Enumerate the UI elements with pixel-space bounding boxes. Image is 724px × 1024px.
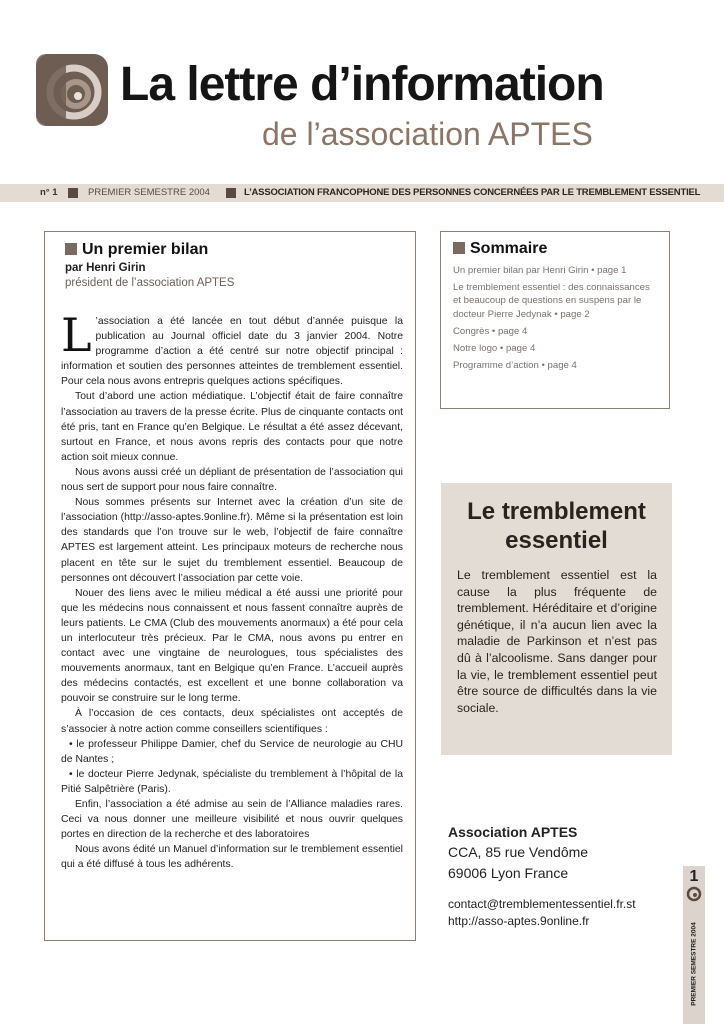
article-heading bbox=[65, 240, 208, 260]
contact-address-line: 69006 Lyon France bbox=[448, 865, 569, 881]
article-author-role: président de l’association APTES bbox=[65, 277, 235, 289]
contact-block bbox=[448, 822, 688, 930]
article-paragraph: Tout d’abord une action médiatique. L’objectif était de faire connaître l’association au travers de la presse écrite. Plus de cinquante contacts ont été pris, tant en France qu’en Belgique. Le résultat a été assez décevant, surtout en France, et nous avons repris des contacts pour que notre action soit mieux connue. bbox=[61, 391, 403, 463]
masthead-title: La lettre d’information bbox=[120, 58, 604, 111]
contact-email-link[interactable]: contact@tremblementessentiel.fr.st bbox=[448, 897, 636, 911]
article-box bbox=[44, 231, 416, 941]
toc-list bbox=[453, 264, 659, 376]
square-bullet-icon bbox=[226, 188, 236, 198]
margin-semester-text: PREMIER SEMESTRE 2004 bbox=[690, 922, 698, 1006]
toc-title: Sommaire bbox=[470, 240, 548, 257]
issue-semester: PREMIER SEMESTRE 2004 bbox=[88, 187, 210, 198]
toc-heading bbox=[453, 239, 547, 259]
tremor-body: Le tremblement essentiel est la cause la plus fréquente de tremblement. Héréditaire et d’origine génétique, il n’a aucun lien avec la maladie de Parkinson et n’est pas dû à l’alcoolisme. Sans danger pour la vie, le tremblement essentiel peut être source de difficultés dans la vie sociale. bbox=[457, 568, 657, 715]
square-bullet-icon bbox=[65, 243, 77, 255]
square-bullet-icon bbox=[68, 188, 78, 198]
article-paragraph: Nouer des liens avec le milieu médical a été aussi une priorité pour que les médecins nous connaissent et nous fassent connaître auprès de leurs patients. Le CMA (Club des mouvements anormaux) a été pour cela un interlocuteur très précieux. Par le CMA, nous avons pu entrer en contact avec une vingtaine de neurologues, tous spécialistes des mouvements anormaux, tant en Belgique qu’en France. L’accueil auprès des médecins contactés, est excellent et une bonne collaboration va pouvoir se construire sur le long terme. bbox=[61, 587, 403, 705]
article-paragraph: Nous avons aussi créé un dépliant de présentation de l’association qui nous sert de support pour nous faire connaître. bbox=[61, 466, 403, 494]
association-tagline: L’ASSOCIATION FRANCOPHONE DES PERSONNES CONCERNÉES PAR LE TREMBLEMENT ESSENTIEL bbox=[244, 187, 701, 198]
issue-band bbox=[0, 184, 724, 202]
toc-item: Notre logo • page 4 bbox=[453, 343, 536, 355]
article-paragraph: À l’occasion de ces contacts, deux spécialistes ont acceptés de s’associer à notre action comme conseillers scientifiques : bbox=[61, 708, 403, 735]
article-paragraph: Nous avons édité un Manuel d’information sur le tremblement essentiel qui a été diffusé à tous les adhérents. bbox=[61, 844, 403, 871]
page-number: 1 bbox=[689, 868, 699, 885]
masthead-subtitle: de l’association APTES bbox=[262, 116, 593, 152]
toc-item: Un premier bilan par Henri Girin • page 1 bbox=[453, 265, 627, 276]
article-paragraph: L ’association a été lancée en tout début d’année puisque la publication au Journal officiel date du 3 janvier 2004. Notre programme d’action a été centré sur notre objectif principal : information et soutien des personnes atteintes de tremblement essentiel. Pour cela nous avons entrepris quelques actions spécifiques. bbox=[61, 308, 403, 388]
article-paragraph: Enfin, l’association a été admise au sein de l’Alliance maladies rares. Ceci va nous donner une meilleure visibilité et nous ouvrir quelques portes en direction de la recherche et des laboratoires bbox=[61, 799, 403, 841]
article-paragraph: Nous sommes présents sur Internet avec la création d’un site de l’association (http://asso-aptes.9online.fr). Même si la présentation est loin des standards que l’on trouve sur le web, l’objectif de faire connaître APTES est largement atteint. Les principaux moteurs de recherche nous placent en tête sur le sujet du tremblement essentiel. Beaucoup de personnes ont découvert l’association par cette voie. bbox=[61, 497, 403, 584]
article-bullet: • le docteur Pierre Jedynak, spécialiste du tremblement à l’hôpital de la Pitié Salpêtrière (Paris). bbox=[61, 768, 403, 795]
article-bullet: • le professeur Philippe Damier, chef du Service de neurologie au CHU de Nantes ; bbox=[61, 738, 403, 765]
contact-name: Association APTES bbox=[448, 824, 578, 840]
article-body bbox=[61, 308, 403, 872]
margin-vertical-label bbox=[688, 912, 700, 1016]
tremor-title: Le tremblement essentiel bbox=[467, 498, 646, 554]
table-of-contents bbox=[440, 231, 670, 409]
drop-cap: L bbox=[61, 308, 92, 362]
toc-item: Programme d’action • page 4 bbox=[453, 360, 577, 372]
contact-website-link[interactable]: http://asso-aptes.9online.fr bbox=[448, 914, 590, 928]
article-title: Un premier bilan bbox=[82, 241, 209, 258]
square-bullet-icon bbox=[453, 242, 465, 254]
toc-item: Le tremblement essentiel : des connaissances et beaucoup de questions en suspens par le docteur Pierre Jedynak • page 2 bbox=[453, 282, 650, 320]
aptes-spiral-logo-icon bbox=[686, 886, 702, 902]
issue-number: n° 1 bbox=[40, 187, 58, 198]
article-author: par Henri Girin bbox=[65, 262, 146, 274]
tremor-info-box bbox=[441, 483, 672, 755]
contact-address-line: CCA, 85 rue Vendôme bbox=[448, 844, 589, 860]
toc-item: Congrès • page 4 bbox=[453, 325, 528, 337]
aptes-spiral-logo-icon bbox=[36, 54, 108, 126]
